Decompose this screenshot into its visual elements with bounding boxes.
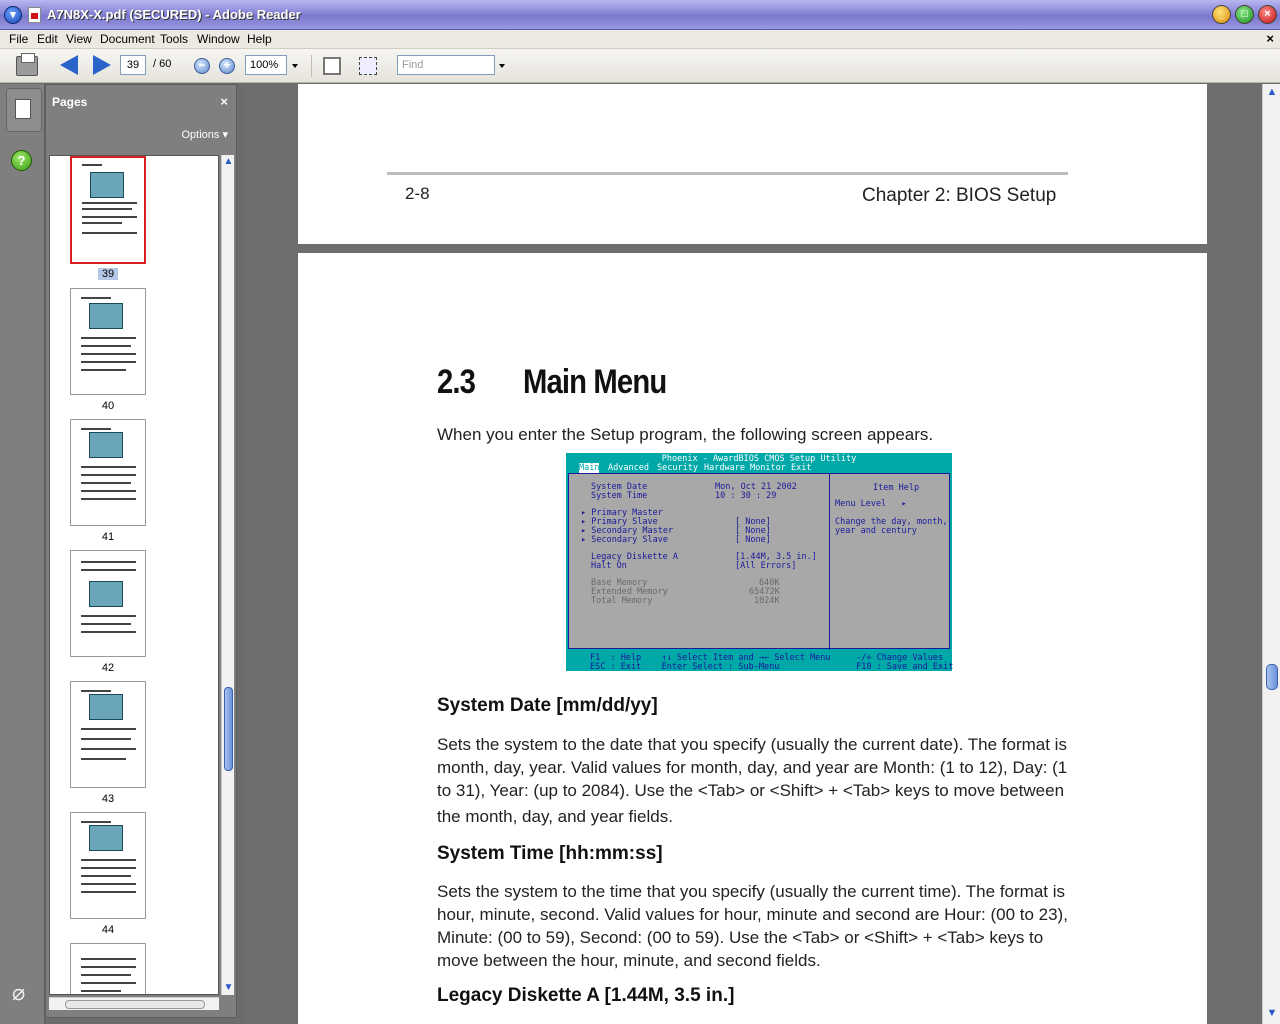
app-menu-icon[interactable]: ▾ (4, 6, 22, 24)
menu-help[interactable]: Help (247, 32, 272, 46)
bios-title: Phoenix - AwardBIOS CMOS Setup Utility (661, 454, 857, 464)
zoom-input[interactable]: 100% (245, 55, 287, 75)
menu-window[interactable]: Window (197, 32, 240, 46)
pages-icon (15, 99, 31, 119)
bios-footer (566, 651, 952, 671)
navigation-rail (0, 84, 45, 1024)
bios-row-value: [All Errors] (735, 561, 797, 571)
section-heading (437, 363, 666, 402)
menu-view[interactable]: View (66, 32, 92, 46)
bios-row-label: ▸ Primary Slave (581, 517, 658, 527)
pages-tab[interactable] (6, 88, 42, 132)
toolbar (0, 49, 1280, 83)
title-bar (0, 0, 1280, 30)
bios-row-label: ▸ Secondary Slave (581, 535, 668, 545)
zoom-dropdown-icon[interactable] (292, 64, 298, 68)
bios-item-help-title: Item Help (873, 483, 920, 493)
previous-page-icon[interactable] (60, 55, 78, 75)
zoom-in-icon[interactable]: + (219, 58, 235, 74)
menu-edit[interactable]: Edit (37, 32, 58, 46)
system-date-heading: System Date [mm/dd/yy] (437, 695, 658, 716)
scroll-down-icon[interactable]: ▼ (223, 982, 234, 993)
bios-footer-line: ESC : Exit Enter Select : Sub-Menu F10 : Save and Exit (590, 662, 954, 672)
page-thumbnail[interactable] (70, 812, 146, 919)
thumbnail-horizontal-scrollbar[interactable] (49, 997, 219, 1010)
document-view (243, 84, 1262, 1024)
bios-row-value: [ None] (735, 535, 771, 545)
help-icon[interactable]: ? (11, 150, 32, 171)
menu-document[interactable]: Document (100, 32, 155, 46)
scrollbar-thumb[interactable] (224, 687, 233, 771)
system-time-line: hour, minute, second. Valid values for hour, minute and second are Hour: (00 to 23), (437, 905, 1068, 924)
system-time-heading: System Time [hh:mm:ss] (437, 843, 663, 864)
footer-rule (387, 172, 1068, 175)
pages-panel-title: Pages (52, 95, 88, 109)
find-input[interactable]: Find (397, 55, 495, 75)
bios-help-text: year and century (835, 526, 917, 536)
bios-row-label: Extended Memory (591, 587, 668, 597)
fit-page-icon[interactable] (359, 57, 377, 75)
page-thumbnail[interactable] (70, 550, 146, 657)
menu-file[interactable]: File (9, 32, 29, 46)
legacy-diskette-heading: Legacy Diskette A [1.44M, 3.5 in.] (437, 985, 735, 1006)
system-date-line: the month, day, and year fields. (437, 807, 673, 826)
bios-menu-item: Security (657, 463, 698, 473)
thumbnail-label: 42 (101, 662, 115, 674)
thumbnail-label: 39 (70, 268, 146, 280)
bios-row-value: Mon, Oct 21 2002 (715, 482, 797, 492)
document-vertical-scrollbar[interactable] (1262, 84, 1280, 1024)
intro-paragraph: When you enter the Setup program, the following screen appears. (437, 425, 934, 444)
page-total-label: / 60 (153, 58, 172, 70)
minimize-button[interactable]: _ (1212, 5, 1231, 24)
bios-row-label: ▸ Primary Master (581, 508, 663, 518)
bios-row-value: 10 : 30 : 29 (715, 491, 777, 501)
bios-menu-item: Main (579, 463, 600, 473)
bios-help-text: Change the day, month, (835, 517, 948, 527)
pages-panel-close-icon[interactable]: × (220, 94, 228, 109)
system-date-line: to 31), Year: (up to 2084). Use the <Tab> or <Shift> + <Tab> keys to move between (437, 781, 1065, 800)
section-number: 2.3 (437, 363, 476, 401)
bios-row-value: [ None] (735, 526, 771, 536)
page-thumbnail[interactable] (70, 943, 146, 995)
page-thumbnail[interactable] (70, 156, 146, 264)
bios-row-value: 1024K (754, 596, 780, 606)
system-time-line: move between the hour, minute, and second fields. (437, 951, 821, 970)
pages-panel (45, 84, 237, 1018)
bios-row-label: System Date (591, 482, 648, 492)
previous-page (298, 84, 1207, 244)
chapter-footer: Chapter 2: BIOS Setup (862, 185, 1057, 206)
bios-menu-item: Advanced (608, 463, 649, 473)
zoom-out-icon[interactable]: − (194, 58, 210, 74)
close-button[interactable]: × (1258, 5, 1277, 24)
toolbar-separator (311, 55, 312, 77)
bios-row-label: System Time (591, 491, 648, 501)
maximize-button[interactable]: □ (1235, 5, 1254, 24)
pages-options-menu[interactable]: Options ▾ (181, 129, 228, 141)
system-time-line: Minute: (00 to 59), Second: (00 to 59). Use the <Tab> or <Shift> + <Tab> keys to (437, 928, 1044, 947)
bios-main-panel (568, 473, 950, 649)
bios-row-label: Halt On (591, 561, 627, 571)
thumbnail-vertical-scrollbar[interactable] (221, 155, 234, 995)
bios-row-value: 65472K (749, 587, 780, 597)
section-title: Main Menu (523, 363, 667, 401)
thumbnail-label: 41 (101, 531, 115, 543)
page-thumbnail[interactable] (70, 419, 146, 526)
thumbnail-label: 40 (101, 400, 115, 412)
bios-screenshot (566, 453, 952, 671)
system-date-line: month, day, year. Valid values for month, day, and year are Month: (1 to 12), Day: (1 (437, 758, 1068, 777)
bios-row-label: Legacy Diskette A (591, 552, 678, 562)
bios-menu-item: Exit (791, 463, 812, 473)
fit-width-icon[interactable] (323, 57, 341, 75)
page-thumbnail[interactable] (70, 288, 146, 395)
page-number-input[interactable]: 39 (120, 55, 146, 75)
menu-tools[interactable]: Tools (160, 32, 189, 46)
scrollbar-thumb[interactable] (1266, 664, 1278, 690)
page-thumbnail[interactable] (70, 681, 146, 788)
bios-row-value: [1.44M, 3.5 in.] (735, 552, 817, 562)
scroll-up-icon[interactable]: ▲ (223, 156, 234, 167)
thumbnail-list (49, 155, 219, 995)
pdf-document-icon (28, 7, 41, 23)
bios-row-label: ▸ Secondary Master (581, 526, 674, 536)
bios-row-label: Total Memory (591, 596, 653, 606)
attachments-icon[interactable]: ⌀ (12, 980, 26, 1005)
system-time-line: Sets the system to the time that you specify (usually the current time). The format is (437, 882, 1065, 901)
thumbnail-label: 43 (101, 793, 115, 805)
print-icon[interactable] (16, 56, 38, 76)
find-dropdown-icon[interactable] (499, 64, 505, 68)
next-page-icon[interactable] (93, 55, 111, 75)
bios-row-value: [ None] (735, 517, 771, 527)
scroll-down-icon[interactable]: ▼ (1266, 1007, 1278, 1019)
bios-menu-item: Hardware Monitor (704, 463, 786, 473)
current-page (298, 253, 1207, 1024)
bios-row-value: 640K (759, 578, 780, 588)
system-date-line: Sets the system to the date that you specify (usually the current date). The format is (437, 735, 1067, 754)
bios-menu-level: Menu Level ▸ (835, 499, 907, 509)
window-title: A7N8X-X.pdf (SECURED) - Adobe Reader (47, 7, 301, 22)
thumbnail-label: 44 (101, 924, 115, 936)
bios-menu-bar (566, 463, 952, 472)
document-close-icon[interactable]: × (1266, 31, 1274, 46)
scrollbar-thumb[interactable] (65, 1000, 205, 1009)
menu-bar (0, 30, 1280, 49)
page-number-footer: 2-8 (405, 184, 430, 203)
bios-row-label: Base Memory (591, 578, 648, 588)
scroll-up-icon[interactable]: ▲ (1266, 86, 1278, 98)
bios-footer-line: F1 : Help ↑↓ Select Item and →← Select Menu -/+ Change Values (590, 653, 944, 663)
